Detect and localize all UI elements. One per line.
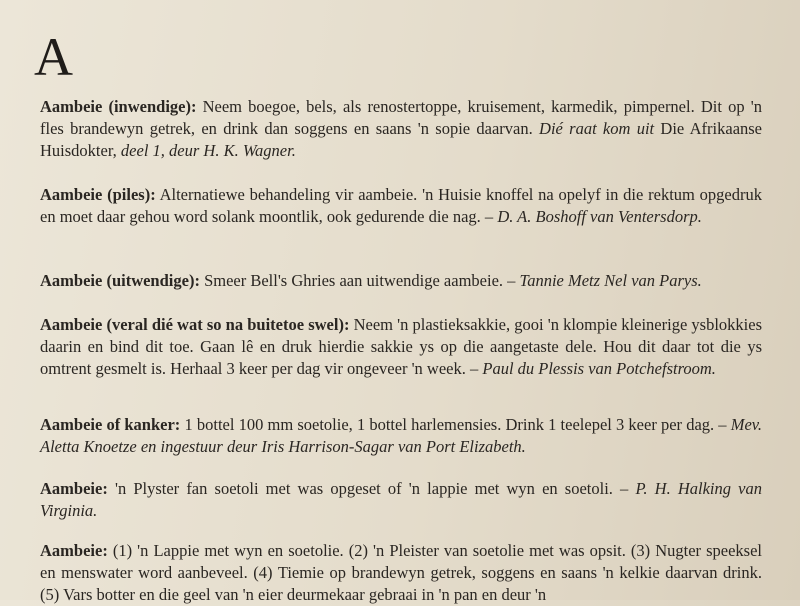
entry-aambeie-plyster	[40, 478, 762, 522]
entry-aambeie-uitwendige	[40, 270, 762, 292]
entry-term: Aambeie:	[40, 541, 108, 560]
entry-text: Neem boegoe, bels, als renostertoppe, kruisement, karmedik, pimpernel. Dit op 'n fles brandewyn getrek, en drink dan soggens en saans 'n sopie daarvan.	[40, 97, 762, 138]
entry-aambeie-kanker	[40, 414, 762, 458]
entry-source: Paul du Plessis van Potchefstroom.	[482, 359, 716, 378]
entry-aambeie-inwendige	[40, 96, 762, 162]
entry-aambeie-swel	[40, 314, 762, 380]
entry-aambeie-piles	[40, 184, 762, 228]
entry-text: Smeer Bell's Ghries aan uitwendige aambeie. –	[199, 271, 520, 290]
entry-term: Aambeie (piles):	[40, 185, 156, 204]
entry-text: 1 bottel 100 mm soetolie, 1 bottel harlemensies. Drink 1 teelepel 3 keer per dag. –	[180, 415, 731, 434]
section-letter-heading: A	[34, 27, 73, 87]
entry-term: Aambeie:	[40, 479, 108, 498]
entry-source: Tannie Metz Nel van Parys.	[519, 271, 702, 290]
entry-term: Aambeie of kanker:	[40, 415, 181, 434]
entry-aambeie-lys	[40, 540, 762, 606]
entry-text: 'n Plyster fan soetoli met was opgeset of 'n lappie met wyn en soetoli. –	[107, 479, 636, 498]
entry-source-italic: deel 1, deur H. K. Wagner.	[120, 141, 296, 160]
entry-source: P. H. Halking van Virginia.	[40, 479, 762, 520]
entry-source: Mev. Aletta Knoetze en ingestuur deur Iris Harrison-Sagar van Port Elizabeth.	[40, 415, 763, 456]
entry-text: Neem 'n plastieksakkie, gooi 'n klompie kleinerige ysblokkies daarin en bind dit toe. Gaan lê en druk hierdie sakkie ys op die aangetaste dele. Hou dit daar tot die ys omtrent gesmelt is. Herhaal 3 keer per dag vir ongeveer 'n week. –	[40, 315, 762, 378]
entry-term: Aambeie (uitwendige):	[40, 271, 200, 290]
entry-source-plain: Die Afrikaanse Huisdokter,	[40, 119, 763, 160]
entry-text: (1) 'n Lappie met wyn en soetolie. (2) 'n Pleister van soetolie met was opsit. (3) Nugter speeksel en menswater word aanbeveel. (4) Tiemie op brandewyn getrek, soggens en saans 'n kelkie daarvan drink. (5) Vars botter en die geel van 'n eier deurmekaar gebraai in 'n pan en deur 'n	[40, 541, 762, 604]
entry-term: Aambeie (inwendige):	[40, 97, 197, 116]
entry-term: Aambeie (veral dié wat so na buitetoe swel):	[40, 315, 350, 334]
entry-text: Alternatiewe behandeling vir aambeie. 'n Huisie knoffel na opelyf in die rektum opgedruk en moet daar gehou word solank moontlik, ook gedurende die nag. –	[40, 185, 762, 226]
entry-source: D. A. Boshoff van Ventersdorp.	[497, 207, 702, 226]
entry-source-italic: Dié raat kom uit	[539, 119, 655, 138]
